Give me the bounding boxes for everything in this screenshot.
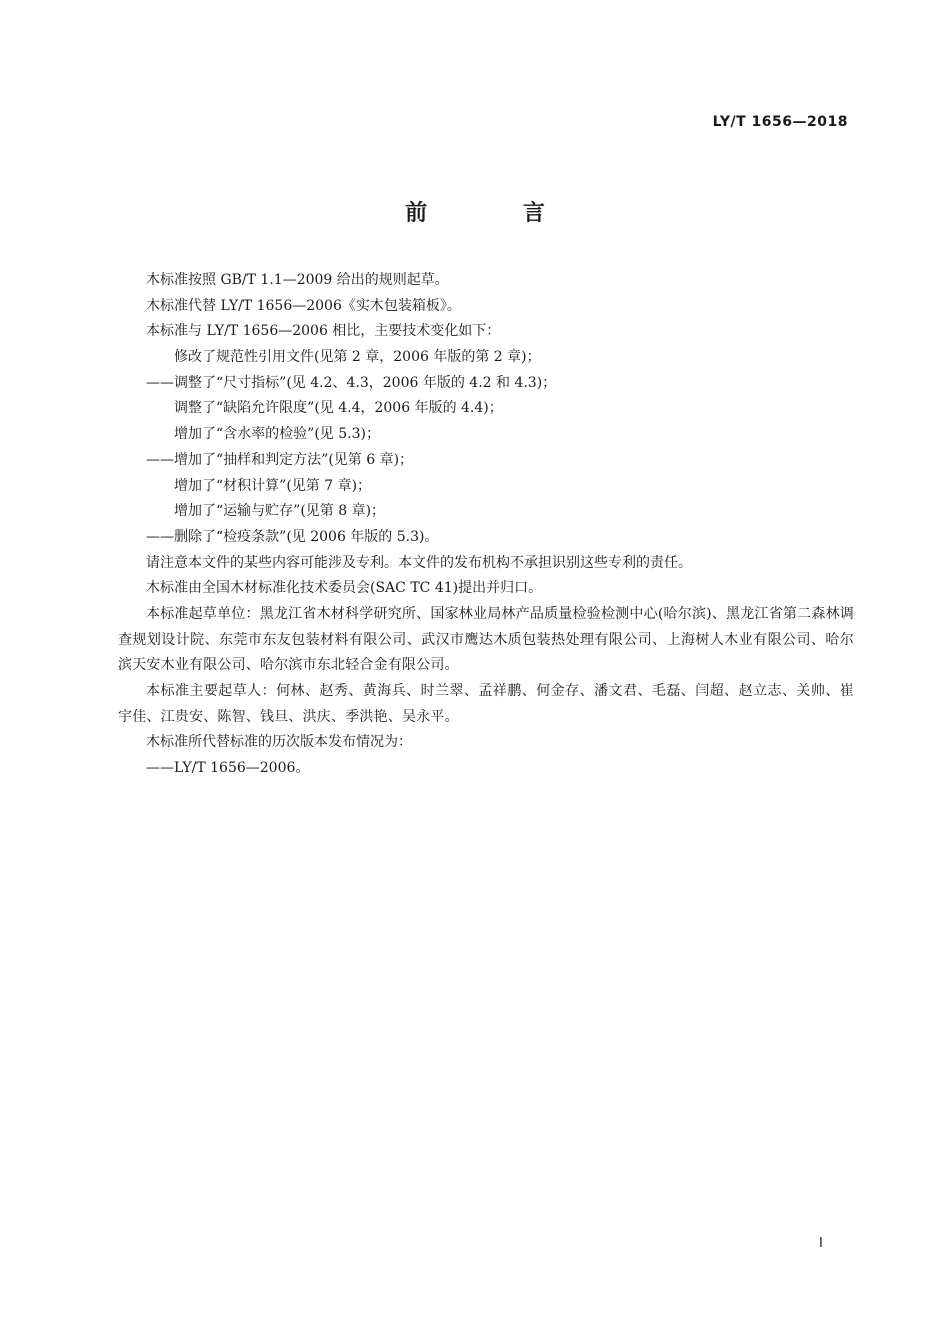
- paragraph-drafting-units: 本标准起草单位：黑龙江省木材科学研究所、国家林业局林产品质量检验检测中心(哈尔滨)、黑龙江省第二森林调查规划设计院、东莞市东友包装材料有限公司、武汉市鹰达木质包装热处理有限公司、上海树人木业有限公司、哈尔滨天安木业有限公司、哈尔滨市东北轻合金有限公司。: [118, 605, 854, 674]
- paragraph-drafters: 本标准主要起草人：何林、赵秀、黄海兵、时兰翠、孟祥鹏、何金存、潘文君、毛磊、闫超、赵立志、关帅、崔宇佳、江贵安、陈智、钱旦、洪庆、季洪艳、吴永平。: [118, 683, 854, 725]
- standard-code: LY/T 1656—2018: [712, 114, 848, 130]
- paragraph-history-intro: 木标准所代替标准的历次版本发布情况为：: [146, 734, 412, 751]
- change-item: ——调整了“尺寸指标”(见 4.2、4.3，2006 年版的 4.2 和 4.3)；: [146, 374, 557, 391]
- change-item: ——增加了“抽样和判定方法”(见第 6 章)；: [146, 451, 414, 468]
- change-item: 增加了“材积计算”(见第 7 章)；: [174, 477, 372, 494]
- change-item: 修改了规范性引用文件(见第 2 章，2006 年版的第 2 章)；: [174, 349, 541, 366]
- paragraph-replaces: 木标准代替 LY/T 1656—2006《实木包装箱板》。: [146, 297, 461, 314]
- paragraph-changes-intro: 本标准与 LY/T 1656—2006 相比，主要技术变化如下：: [146, 323, 501, 340]
- foreword-body: [118, 268, 854, 782]
- paragraph-patent-note: 请注意本文件的某些内容可能涉及专利。本文件的发布机构不承担识别这些专利的责任。: [146, 554, 692, 571]
- change-item: 增加了“含水率的检验”(见 5.3)；: [174, 426, 380, 443]
- history-item: ——LY/T 1656—2006。: [146, 760, 310, 777]
- paragraph-drafting-rules: 木标准按照 GB/T 1.1—2009 给出的规则起草。: [146, 272, 449, 288]
- change-item: 增加了“运输与贮存”(见第 8 章)；: [174, 503, 386, 520]
- page-number: I: [819, 1236, 823, 1251]
- change-item: 调整了“缺陷允许限度”(见 4.4，2006 年版的 4.4)；: [174, 400, 503, 417]
- page-title: 前 言: [405, 201, 589, 226]
- paragraph-proposer: 木标准由全国木材标准化技术委员会(SAC TC 41)提出并归口。: [146, 580, 543, 597]
- change-item: ——删除了“检疫条款”(见 2006 年版的 5.3)。: [146, 528, 439, 545]
